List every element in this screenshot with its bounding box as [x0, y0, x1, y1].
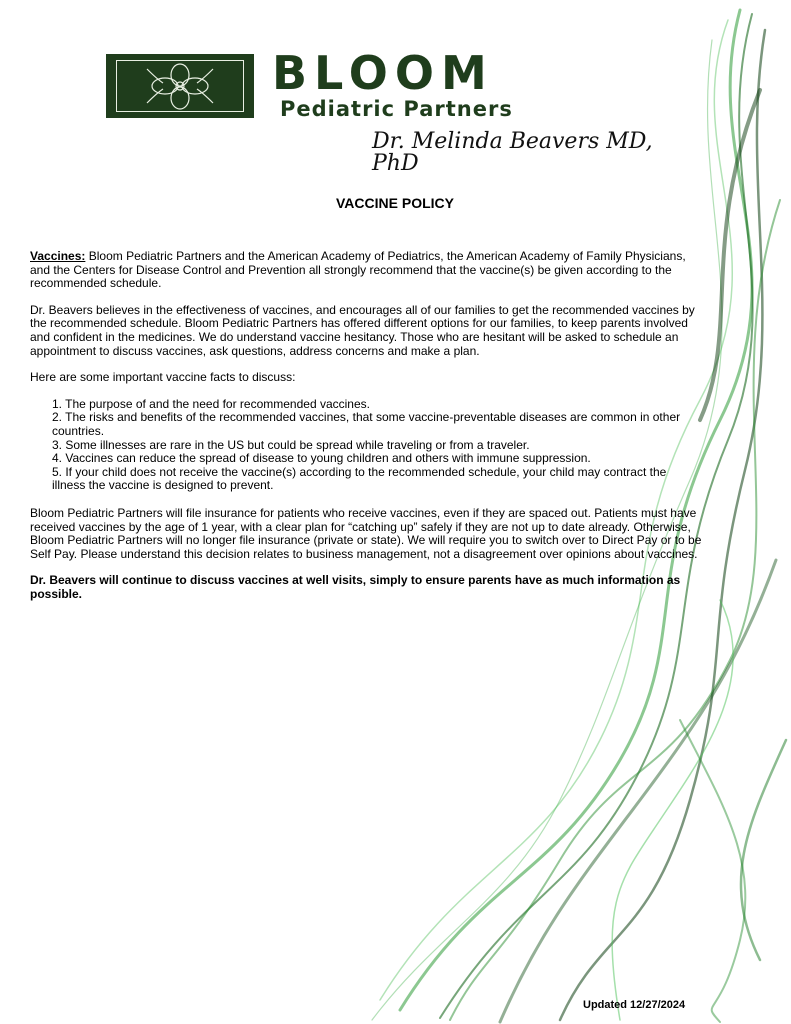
beliefs-paragraph: Dr. Beavers believes in the effectiveness of vaccines, and encourages all of our families to get the recommended vaccines by the recommended schedule. Bloom Pediatric Partners has offered different options for our families, to keep parents involved and confident in the medicines. We do understand vaccine hesitancy. Those who are hesitant will be asked to schedule an appointment to discuss vaccines, ask questions, address concerns and make a plan. — [30, 302, 695, 358]
list-item: 3. Some illnesses are rare in the US but could be spread while traveling or from a traveler. — [52, 437, 530, 452]
brand-subtitle: Pediatric Partners — [280, 97, 513, 121]
dogwood-flower-icon — [117, 61, 243, 111]
vaccines-paragraph — [30, 250, 702, 291]
logo-frame — [116, 60, 244, 112]
brand-name: BLOOM — [272, 46, 494, 100]
vaccines-text: Bloom Pediatric Partners and the American Academy of Pediatrics, the American Academy of Family Physicians, and the Centers for Disease Control and Prevention all strongly recommend that the vaccine(s) be given according to the recommended schedule. — [30, 249, 686, 291]
list-item: 5. If your child does not receive the vaccine(s) according to the recommended schedule, your child may contract the illness the vaccine is designed to prevent. — [52, 464, 667, 493]
closing-paragraph: Dr. Beavers will continue to discuss vaccines at well visits, simply to ensure parents have as much information as possible. — [30, 573, 681, 601]
doctor-name: Dr. Melinda Beavers MD, PhD — [372, 129, 653, 176]
list-item: 2. The risks and benefits of the recommended vaccines, that some vaccine-preventable diseases are common in other countries. — [52, 410, 681, 438]
document-body — [30, 250, 702, 614]
insurance-paragraph: Bloom Pediatric Partners will file insurance for patients who receive vaccines, even if they are spaced out. Patients must have received vaccines by the age of 1 year, with a clear plan for “catching up” safely if they are not up to date already. Otherwise, Bloom Pediatric Partners will no longer file insurance (private or state). We will require you to switch over to Direct Pay or to be Self Pay. Please understand this decision relates to business management, not a disagreement over opinions about vaccines. — [30, 505, 702, 561]
list-item: 4. Vaccines can reduce the spread of disease to young children and others with immune suppression. — [52, 451, 591, 466]
page-title: VACCINE POLICY — [336, 195, 454, 211]
updated-date: Updated 12/27/2024 — [583, 999, 686, 1011]
logo — [106, 54, 254, 118]
vaccines-lead: Vaccines: — [30, 249, 86, 263]
facts-list — [52, 398, 702, 493]
list-item: 1. The purpose of and the need for recommended vaccines. — [52, 396, 370, 411]
facts-intro: Here are some important vaccine facts to discuss: — [30, 370, 296, 385]
